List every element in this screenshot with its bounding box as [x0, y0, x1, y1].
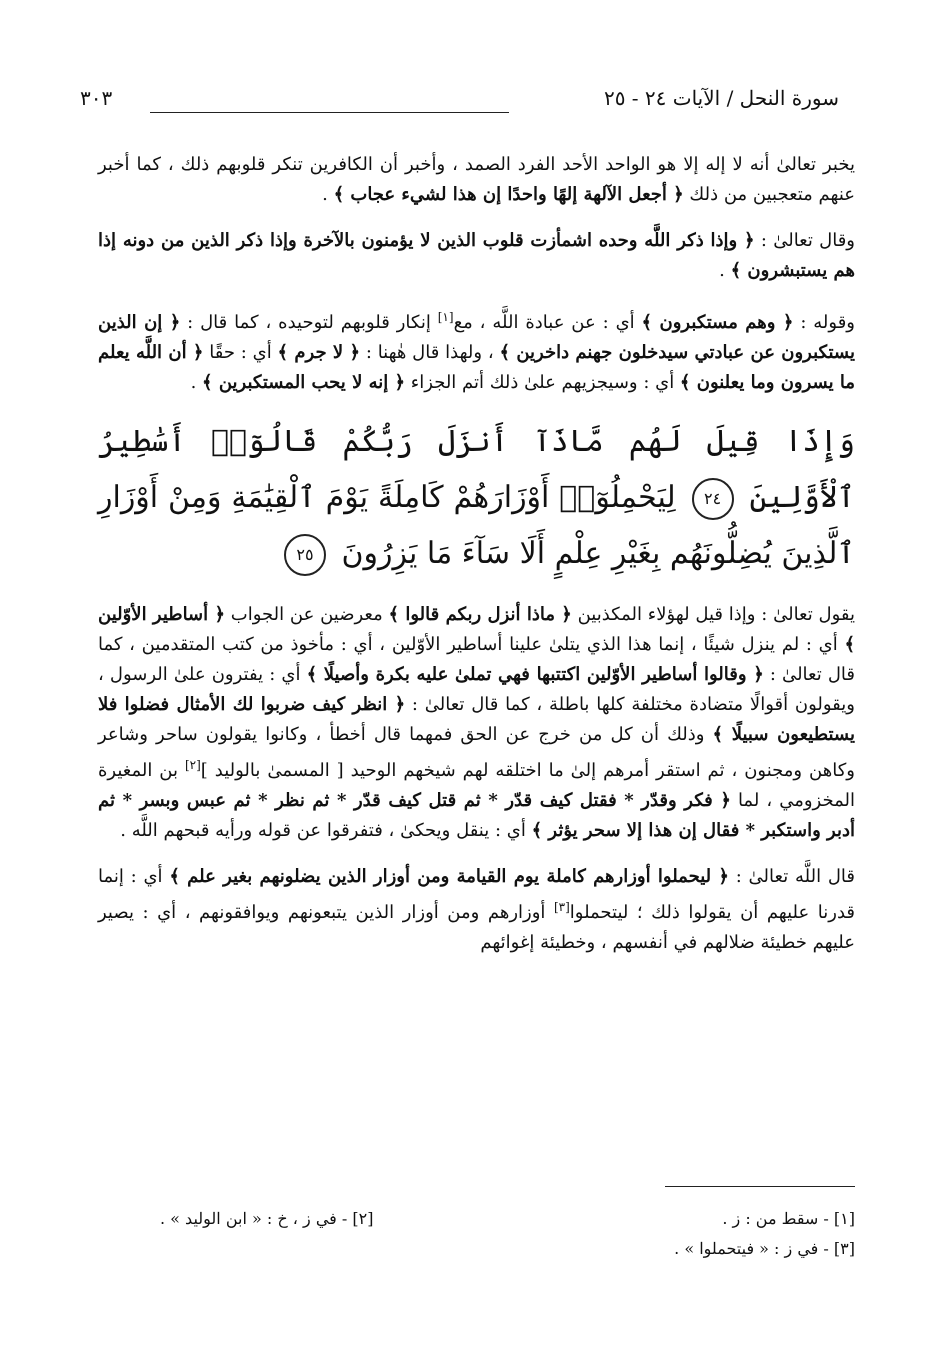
paragraph-4: [98, 600, 855, 846]
footnote-rule: [665, 1186, 855, 1187]
commentary-text: يخبر تعالىٰ أنه لا إله إلا هو الواحد الأحد الفرد الصمد ، وأخبر أن الكافرين تنكر قلوبهم ذلك ، كما أخبر عنهم متعجبين من ذلك: [98, 154, 855, 205]
quranic-quote: ﴿ وإذا ذكر اللَّه وحده اشمأزت قلوب الذين لا يؤمنون بالآخرة وإذا ذكر الذين من دونه إذا هم يستبشرون ﴾: [98, 230, 855, 281]
commentary-text: أي : ينقل ويحكىٰ ، فتفرقوا عن قوله ورأيه قبحهم اللَّه .: [120, 820, 532, 841]
commentary-text: .: [190, 372, 203, 393]
commentary-text: وذلك أن كل من خرج عن الحق فمهما قال أخطأ ، وكانوا يقولون ساحر وشاعر وكاهن ومجنون ، ثم استقر أمرهم إلىٰ ما اختلقه لهم شيخهم الوحيد [ المسمىٰ بالوليد ]: [98, 724, 855, 781]
quranic-quote: ﴿ ليحملوا أوزارهم كاملة يوم القيامة ومن أوزار الذين يضلونهم بغير علم ﴾: [169, 866, 729, 887]
ayah-24-number: ٢٤: [692, 478, 734, 520]
commentary-text: معرضين عن الجواب: [225, 604, 389, 625]
quranic-quote: ﴿ أجعل الآلهة إلهًا واحدًا إن هذا لشيء عجاب ﴾: [333, 184, 684, 205]
footnote-ref: [٢]: [184, 758, 201, 772]
commentary-text: ، ولهذا قال هٰهنا :: [360, 342, 500, 363]
paragraph-3: [98, 302, 855, 398]
footnote-2: [٢] - في ز ، خ : « ابن الوليد » .: [160, 1209, 374, 1228]
commentary-text: .: [719, 260, 731, 281]
quran-verses: [98, 414, 855, 582]
footnote-ref: [٣]: [553, 900, 570, 914]
quranic-quote: ﴿ لا جرم ﴾: [277, 342, 361, 363]
footnotes: [160, 1204, 855, 1264]
paragraph-5: [98, 862, 855, 958]
commentary-text: قال اللَّه تعالىٰ :: [728, 866, 855, 887]
page-number: ٣٠٣: [80, 86, 113, 110]
quranic-quote: ﴿ إنه لا يحب المستكبرين ﴾: [202, 372, 406, 393]
commentary-text: بن المغيرة المخزومي ، لما: [98, 760, 855, 811]
footnote-1: [١] - سقط من : ز .: [722, 1209, 855, 1228]
body-text: [98, 150, 855, 974]
quranic-quote: ﴿ أن اللَّه يعلم ما يسرون وما يعلنون ﴾: [98, 342, 855, 393]
commentary-text: إنكار قلوبهم لتوحيده ، كما قال :: [180, 312, 438, 333]
quranic-quote: ﴿ إن الذين يستكبرون عن عبادتي سيدخلون جهنم داخرين ﴾: [98, 312, 855, 363]
commentary-text: أي : لم ينزل شيئًا ، إنما هذا الذي يتلىٰ علينا أساطير الأوّلين ، أي : مأخوذ من كتب المتقدمين ، كما قال تعالىٰ :: [98, 634, 855, 685]
paragraph-2: [98, 226, 855, 286]
quranic-quote: ﴿ وهم مستكبرون ﴾: [641, 312, 794, 333]
footnote-ref: [١]: [437, 310, 454, 324]
ayah-25-number: ٢٥: [284, 534, 326, 576]
commentary-text: أي : عن عبادة اللَّه ، مع: [453, 312, 642, 333]
commentary-text: أي : يفترون علىٰ الرسول ، ويقولون أقوالًا متضادة مختلفة كلها باطلة ، كما قال تعالىٰ :: [98, 664, 855, 715]
quranic-quote: ﴿ وقالوا أساطير الأوّلين اكتتبها فهي تملىٰ عليه بكرة وأصيلًا ﴾: [306, 664, 764, 685]
paragraph-1: [98, 150, 855, 210]
page-header: [80, 86, 839, 120]
commentary-text: يقول تعالىٰ : وإذا قيل لهؤلاء المكذبين: [571, 604, 855, 625]
commentary-text: أي : وسيجزيهم علىٰ ذلك أتم الجزاء: [405, 372, 680, 393]
commentary-text: أي : إنما قدرنا عليهم أن يقولوا ذلك ؛ ليتحملوا: [98, 866, 855, 923]
footnote-row-1: [160, 1204, 855, 1234]
ayah-24-text: وَإِذَا قِيلَ لَهُم مَّاذَآ أَنزَلَ رَبُّكُمْ قَالُوٓا۟ أَسَٰطِيرُ ٱلْأَوَّلِينَ: [98, 424, 855, 515]
footnote-3: [٣] - في ز : « فيتحملوا » .: [674, 1239, 855, 1258]
quranic-quote: ﴿ فكر وقدّر * فقتل كيف قدّر * ثم قتل كيف قدّر * ثم نظر * ثم عبس وبسر * ثم أدبر واستكبر * فقال إن هذا إلا سحر يؤثر ﴾: [98, 790, 855, 841]
commentary-text: وقال تعالىٰ :: [754, 230, 855, 251]
ayah-25-text: لِيَحْمِلُوٓا۟ أَوْزَارَهُمْ كَامِلَةً يَوْمَ ٱلْقِيَٰمَةِ وَمِنْ أَوْزَارِ ٱلَّذِينَ يُضِلُّونَهُم بِغَيْرِ عِلْمٍ أَلَا سَآءَ مَا يَزِرُونَ: [98, 480, 855, 571]
commentary-text: أوزارهم ومن أوزار الذين يتبعونهم ويوافقونهم ، أي : يصير عليهم خطيئة ضلالهم في أنفسهم ، وخطيئة إغوائهم: [98, 902, 855, 953]
quranic-quote: ﴿ انظر كيف ضربوا لك الأمثال فضلوا فلا يستطيعون سبيلًا ﴾: [98, 694, 855, 745]
header-rule: [150, 112, 509, 113]
quranic-quote: ﴿ أساطير الأوّلين ﴾: [98, 604, 855, 655]
footnote-row-2: [160, 1234, 855, 1264]
commentary-text: أي : حقًا: [203, 342, 278, 363]
running-title: سورة النحل / الآيات ٢٤ - ٢٥: [603, 86, 839, 110]
quranic-quote: ﴿ ماذا أنزل ربكم قالوا ﴾: [388, 604, 572, 625]
commentary-text: .: [322, 184, 334, 205]
commentary-text: وقوله :: [793, 312, 855, 333]
